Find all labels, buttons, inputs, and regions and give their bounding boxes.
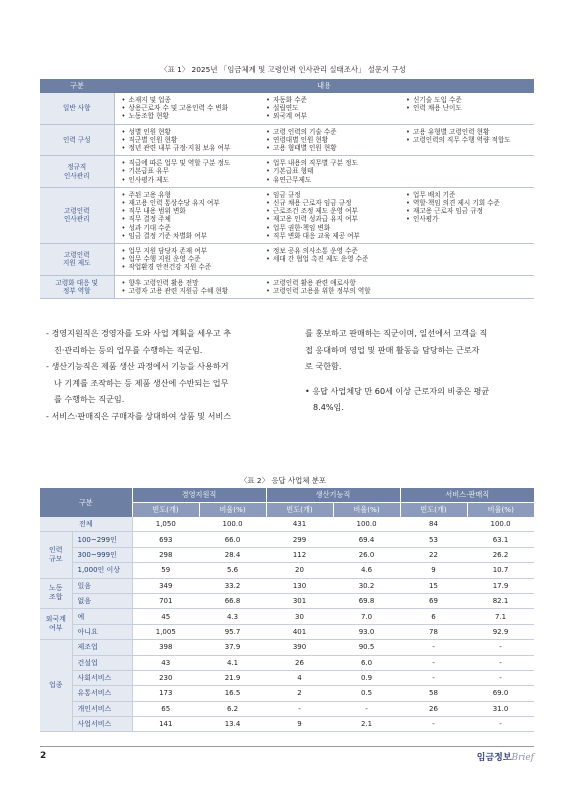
para-line: 를 홍보하고 판매하는 직군이며, 일선에서 고객을 직 xyxy=(305,328,488,338)
table2-row xyxy=(40,609,534,624)
table2-value-cell: - xyxy=(266,701,333,716)
content-item: • 임금 결정 기준 차별화 여부 xyxy=(129,232,260,240)
content-item: • 노동조합 현황 xyxy=(129,112,260,120)
table2-subheader: 비율(%) xyxy=(467,503,534,518)
content-item: • 직군별 인원 현황 xyxy=(129,136,260,144)
table2-value-cell: 28.4 xyxy=(199,547,266,562)
table2-value-cell: 93.0 xyxy=(333,624,400,639)
content-item: • 고령인력의 직무 수행 역량 적합도 xyxy=(413,136,534,144)
table2-total-row xyxy=(40,517,534,532)
table1-content-cell xyxy=(259,93,399,124)
table2-value-cell: 100.0 xyxy=(333,517,400,532)
content-item: • 임금 규정 xyxy=(273,191,399,199)
table2-value-cell: 7.1 xyxy=(467,609,534,624)
table2-value-cell: 0.9 xyxy=(333,670,400,685)
para-line: 나 기계를 조작하는 등 제품 생산에 수반되는 업무 xyxy=(54,377,229,388)
paragraph-right xyxy=(305,325,535,416)
table2-row xyxy=(40,670,534,685)
table2-value-cell: 58 xyxy=(400,686,467,701)
table1-content-cell xyxy=(259,187,399,243)
table1-category-cell: 고령화 대응 및 정부 역할 xyxy=(40,275,114,298)
table1-content-cell xyxy=(114,124,259,156)
content-list xyxy=(259,96,399,121)
content-list xyxy=(259,159,399,184)
table2-row xyxy=(40,624,534,639)
table2-row-label: 예 xyxy=(72,609,132,624)
table2-value-cell: 4 xyxy=(266,670,333,685)
table2-subheader: 빈도(개) xyxy=(132,503,199,518)
table2-value-cell: 301 xyxy=(266,593,333,608)
para-line: 를 수행하는 직군임. xyxy=(54,394,125,404)
content-list xyxy=(399,128,534,144)
content-list xyxy=(399,191,534,224)
table2-row-label: 아니요 xyxy=(72,624,132,639)
table2-value-cell: 693 xyxy=(132,532,199,547)
table1-row xyxy=(40,124,534,156)
content-item: • 고령인력 활용 관련 애로사항 xyxy=(273,279,399,287)
content-item: • 정년 관련 내부 규정·지침 보유 여부 xyxy=(129,144,260,152)
para-line: - 경영지원직은 경영자를 도와 사업 계획을 세우고 추 xyxy=(46,328,232,338)
table2-value-cell: 0.5 xyxy=(333,686,400,701)
table1-content-cell xyxy=(259,275,399,298)
table2-value-cell: 26.0 xyxy=(333,547,400,562)
table2-value-cell: 69.8 xyxy=(333,593,400,608)
page-number: 2 xyxy=(40,751,47,761)
table2-value-cell: 69 xyxy=(400,593,467,608)
table2-value-cell: 53 xyxy=(400,532,467,547)
para-line: 로 국한함. xyxy=(305,361,342,371)
table1-content-cell xyxy=(399,93,534,124)
table1-content-cell xyxy=(259,244,399,276)
content-item: • 기본급표 유무 xyxy=(129,167,260,175)
table2-value-cell: 1,005 xyxy=(132,624,199,639)
table2-value-cell: - xyxy=(467,655,534,670)
table2-row xyxy=(40,593,534,608)
table2-value-cell: 112 xyxy=(266,547,333,562)
content-item: • 정보 공유 의사소통 운영 수준 xyxy=(273,247,399,255)
table2-row-label: 300~999인 xyxy=(72,547,132,562)
table2-value-cell: 230 xyxy=(132,670,199,685)
table2-value-cell: - xyxy=(400,670,467,685)
table1-category-cell: 정규직 인사관리 xyxy=(40,156,114,188)
table2-value-cell: 4.3 xyxy=(199,609,266,624)
content-list xyxy=(115,191,260,240)
content-item: • 향후 고령인력 활용 전망 xyxy=(129,279,260,287)
table2-value-cell: 37.9 xyxy=(199,640,266,655)
table1-content-cell xyxy=(399,187,534,243)
table2-row xyxy=(40,640,534,655)
table2-value-cell: 9 xyxy=(266,717,333,732)
content-item: • 고령인력 고용을 위한 정부의 역할 xyxy=(273,287,399,295)
table2-value-cell: 26 xyxy=(266,655,333,670)
table2-value-cell: 90.5 xyxy=(333,640,400,655)
table2-value-cell: 69.4 xyxy=(333,532,400,547)
table2-group-cell: 노동 조합 xyxy=(40,578,72,609)
bullet-line: 8.4%임. xyxy=(313,402,344,412)
content-item: • 직무 결정 주체 xyxy=(129,215,260,223)
table1-body xyxy=(40,93,534,299)
table1-row xyxy=(40,275,534,298)
table2-subheader: 빈도(개) xyxy=(266,503,333,518)
table2-value-cell: 141 xyxy=(132,717,199,732)
content-item: • 인사평가 xyxy=(413,215,534,223)
table2-value-cell: 66.8 xyxy=(199,593,266,608)
table2-caption: 〈표 2〉 응답 사업체 분포 xyxy=(240,476,326,485)
table1-header-row xyxy=(40,79,534,93)
table2-row-label: 1,000인 이상 xyxy=(72,563,132,578)
table2-value-cell: 30 xyxy=(266,609,333,624)
table2-value-cell: 43 xyxy=(132,655,199,670)
table1-category-cell: 고령인력 인사관리 xyxy=(40,187,114,243)
content-item: • 고령자 고용 관련 지원금 수혜 현황 xyxy=(129,287,260,295)
content-item: • 고용 형태별 인원 현황 xyxy=(273,144,399,152)
table1-content-cell xyxy=(259,124,399,156)
table2-value-cell: 7.0 xyxy=(333,609,400,624)
table1-header-content: 내용 xyxy=(114,79,534,93)
table2-row-label: 제조업 xyxy=(72,640,132,655)
table2-header-category: 구분 xyxy=(40,488,132,517)
table2-value-cell: 15 xyxy=(400,578,467,593)
content-item: • 근로조건 조정 제도 운영 여부 xyxy=(273,207,399,215)
table2-row xyxy=(40,717,534,732)
content-item: • 직무 내용 범위 변화 xyxy=(129,207,260,215)
table2-value-cell: 16.5 xyxy=(199,686,266,701)
content-item: • 신기술 도입 수준 xyxy=(413,96,534,104)
table2-subheader: 비율(%) xyxy=(333,503,400,518)
table2-value-cell: 5.6 xyxy=(199,563,266,578)
table2-value-cell: 1,050 xyxy=(132,517,199,532)
table2-value-cell: 2 xyxy=(266,686,333,701)
table2-total-label: 전체 xyxy=(40,517,132,532)
table2-value-cell: 66.0 xyxy=(199,532,266,547)
content-item: • 외국계 여부 xyxy=(273,112,399,120)
content-list xyxy=(399,96,534,112)
table2-value-cell: 92.9 xyxy=(467,624,534,639)
table2-subheader: 빈도(개) xyxy=(400,503,467,518)
content-item: • 고령 인력의 기술 수준 xyxy=(273,128,399,136)
table2-value-cell: 69.0 xyxy=(467,686,534,701)
table2-body xyxy=(40,517,534,732)
table2-value-cell: 4.6 xyxy=(333,563,400,578)
table1-caption: 〈표 1〉 2025년 「임금체계 및 고령인력 인사관리 실태조사」 설문지 구성 xyxy=(160,65,406,74)
table2-value-cell: 100.0 xyxy=(467,517,534,532)
table2-value-cell: - xyxy=(333,701,400,716)
content-item: • 인사평가 제도 xyxy=(129,176,260,184)
table2-value-cell: 701 xyxy=(132,593,199,608)
content-list xyxy=(259,279,399,295)
brand-suffix: Brief xyxy=(511,753,534,763)
content-item: • 인력 채용 난이도 xyxy=(413,104,534,112)
table2-row xyxy=(40,547,534,562)
content-list xyxy=(115,96,260,121)
content-item: • 업무 내용의 직무별 구분 정도 xyxy=(273,159,399,167)
content-item: • 업무 권한·책임 변화 xyxy=(273,224,399,232)
table2-value-cell: 65 xyxy=(132,701,199,716)
table2-value-cell: 6 xyxy=(400,609,467,624)
table1-category-cell: 고령인력 지원 제도 xyxy=(40,244,114,276)
content-item: • 업무 수행 지원 운영 수준 xyxy=(129,255,260,263)
table2-value-cell: 431 xyxy=(266,517,333,532)
para-line: 접 응대하며 영업 및 판매 활동을 담당하는 근로자 xyxy=(305,344,480,355)
table2-row xyxy=(40,701,534,716)
table2-value-cell: 95.7 xyxy=(199,624,266,639)
table2-value-cell: 100.0 xyxy=(199,517,266,532)
content-item: • 성과 기대 수준 xyxy=(129,224,260,232)
paragraph-left xyxy=(46,325,282,424)
table2-value-cell: 20 xyxy=(266,563,333,578)
content-item: • 업무 지원 담당자 존재 여부 xyxy=(129,247,260,255)
content-item: • 자동화 수준 xyxy=(273,96,399,104)
table2-value-cell: 63.1 xyxy=(467,532,534,547)
content-item: • 유연근무제도 xyxy=(273,176,399,184)
table2-group-cell: 인력 규모 xyxy=(40,532,72,578)
table2-row-label: 없음 xyxy=(72,593,132,608)
table2-group-cell: 업종 xyxy=(40,640,72,732)
table2-group-cell: 외국계 여부 xyxy=(40,609,72,640)
table1-content-cell xyxy=(259,156,399,188)
survey-structure-table xyxy=(40,79,534,299)
table2-value-cell: 78 xyxy=(400,624,467,639)
table2-value-cell: 4.1 xyxy=(199,655,266,670)
table1-category-cell: 일반 사항 xyxy=(40,93,114,124)
content-list xyxy=(115,128,260,153)
table1-row xyxy=(40,156,534,188)
table1-row xyxy=(40,93,534,124)
table2-subheader: 비율(%) xyxy=(199,503,266,518)
table1-header-category: 구분 xyxy=(40,79,114,93)
content-item: • 직무 변화 대응 교육 제공 여부 xyxy=(273,232,399,240)
content-item: • 직급에 따른 업무 및 역할 구분 정도 xyxy=(129,159,260,167)
respondent-distribution-table xyxy=(40,488,534,732)
table2-value-cell: 9 xyxy=(400,563,467,578)
table1-content-cell xyxy=(114,187,259,243)
footer-brand xyxy=(477,750,534,763)
table2-value-cell: 22 xyxy=(400,547,467,562)
para-line: - 생산기능직은 제품 생산 과정에서 기능을 사용하거 xyxy=(46,361,229,371)
brand-name: 임금정보 xyxy=(476,753,512,763)
table2-value-cell: 21.9 xyxy=(199,670,266,685)
table2-row-label: 사회서비스 xyxy=(72,670,132,685)
table2-value-cell: - xyxy=(467,717,534,732)
table2-value-cell: - xyxy=(467,640,534,655)
content-item: • 재고용 인력 성과급 유지 여부 xyxy=(273,215,399,223)
table2-value-cell: 13.4 xyxy=(199,717,266,732)
table2-value-cell: 130 xyxy=(266,578,333,593)
table2-value-cell: 401 xyxy=(266,624,333,639)
table2-value-cell: 10.7 xyxy=(467,563,534,578)
table1-row xyxy=(40,244,534,276)
table2-value-cell: 390 xyxy=(266,640,333,655)
content-list xyxy=(259,128,399,153)
table2-value-cell: - xyxy=(400,640,467,655)
content-item: • 업무 배치 기준 xyxy=(413,191,534,199)
table2-value-cell: 26 xyxy=(400,701,467,716)
content-item: • 소재지 및 업종 xyxy=(129,96,260,104)
table1-content-cell xyxy=(114,244,259,276)
content-item: • 세대 간 협업 촉진 제도 운영 수준 xyxy=(273,255,399,263)
content-item: • 역할·책임 의견 제시 기회 수준 xyxy=(413,199,534,207)
table2-header-group: 서비스·판매직 xyxy=(400,488,534,503)
content-list xyxy=(115,247,260,272)
content-item: • 작업환경 안전건강 지원 수준 xyxy=(129,263,260,271)
table2-row xyxy=(40,655,534,670)
table2-row-label: 건설업 xyxy=(72,655,132,670)
table2-value-cell: 2.1 xyxy=(333,717,400,732)
content-list xyxy=(259,191,399,240)
table2-row-label: 사업서비스 xyxy=(72,717,132,732)
table2-value-cell: 33.2 xyxy=(199,578,266,593)
table2-value-cell: - xyxy=(400,717,467,732)
content-item: • 성별 인원 현황 xyxy=(129,128,260,136)
table2-row-label: 유통서비스 xyxy=(72,686,132,701)
footer-divider xyxy=(40,746,534,747)
table2-value-cell: 59 xyxy=(132,563,199,578)
content-item: • 기본급표 형태 xyxy=(273,167,399,175)
table2-row-label: 100~299인 xyxy=(72,532,132,547)
content-item: • 재고용 인력 통상수당 유지 여부 xyxy=(129,199,260,207)
table2-header-group: 경영지원직 xyxy=(132,488,266,503)
table1-category-cell: 인력 구성 xyxy=(40,124,114,156)
table2-header-group: 생산기능직 xyxy=(266,488,400,503)
table2-row xyxy=(40,686,534,701)
table2-value-cell: 299 xyxy=(266,532,333,547)
table2-row xyxy=(40,532,534,547)
content-item: • 주된 고용 유형 xyxy=(129,191,260,199)
para-line: 진·관리하는 등의 업무를 수행하는 직군임. xyxy=(54,344,203,355)
table2-value-cell: - xyxy=(400,655,467,670)
table2-value-cell: 45 xyxy=(132,609,199,624)
table1-content-cell xyxy=(399,244,534,276)
table2-value-cell: 82.1 xyxy=(467,593,534,608)
content-list xyxy=(115,279,260,295)
content-item: • 설립연도 xyxy=(273,104,399,112)
content-list xyxy=(115,159,260,184)
table2-value-cell: 84 xyxy=(400,517,467,532)
content-item: • 상용근로자 수 및 고용인력 수 변화 xyxy=(129,104,260,112)
table2-value-cell: 349 xyxy=(132,578,199,593)
table1-content-cell xyxy=(114,275,259,298)
table2-value-cell: 17.9 xyxy=(467,578,534,593)
table2-value-cell: 31.0 xyxy=(467,701,534,716)
table2-value-cell: 6.0 xyxy=(333,655,400,670)
table2-value-cell: - xyxy=(467,670,534,685)
table2-value-cell: 298 xyxy=(132,547,199,562)
table2-row-label: 있음 xyxy=(72,578,132,593)
table2-row xyxy=(40,563,534,578)
table1-content-cell xyxy=(114,93,259,124)
para-line: - 서비스·판매직은 구매자를 상대하여 상품 및 서비스 xyxy=(46,410,232,421)
table2-value-cell: 6.2 xyxy=(199,701,266,716)
table2-value-cell: 173 xyxy=(132,686,199,701)
table1-row xyxy=(40,187,534,243)
table1-content-cell xyxy=(399,275,534,298)
table2-row xyxy=(40,578,534,593)
content-list xyxy=(259,247,399,263)
table1-content-cell xyxy=(399,124,534,156)
table2-header-row-1 xyxy=(40,488,534,503)
content-item: • 재고용 근로자 임금 규정 xyxy=(413,207,534,215)
table1-content-cell xyxy=(399,156,534,188)
table2-value-cell: 30.2 xyxy=(333,578,400,593)
content-item: • 고용 유형별 고령인력 현황 xyxy=(413,128,534,136)
table2-value-cell: 398 xyxy=(132,640,199,655)
content-item: • 신규 채용 근로자 임금 규정 xyxy=(273,199,399,207)
bullet-line: • 응답 사업체당 만 60세 이상 근로자의 비중은 평균 xyxy=(305,385,490,396)
table2-row-label: 개인서비스 xyxy=(72,701,132,716)
table1-content-cell xyxy=(114,156,259,188)
table2-value-cell: 26.2 xyxy=(467,547,534,562)
content-item: • 연령대별 인원 현황 xyxy=(273,136,399,144)
